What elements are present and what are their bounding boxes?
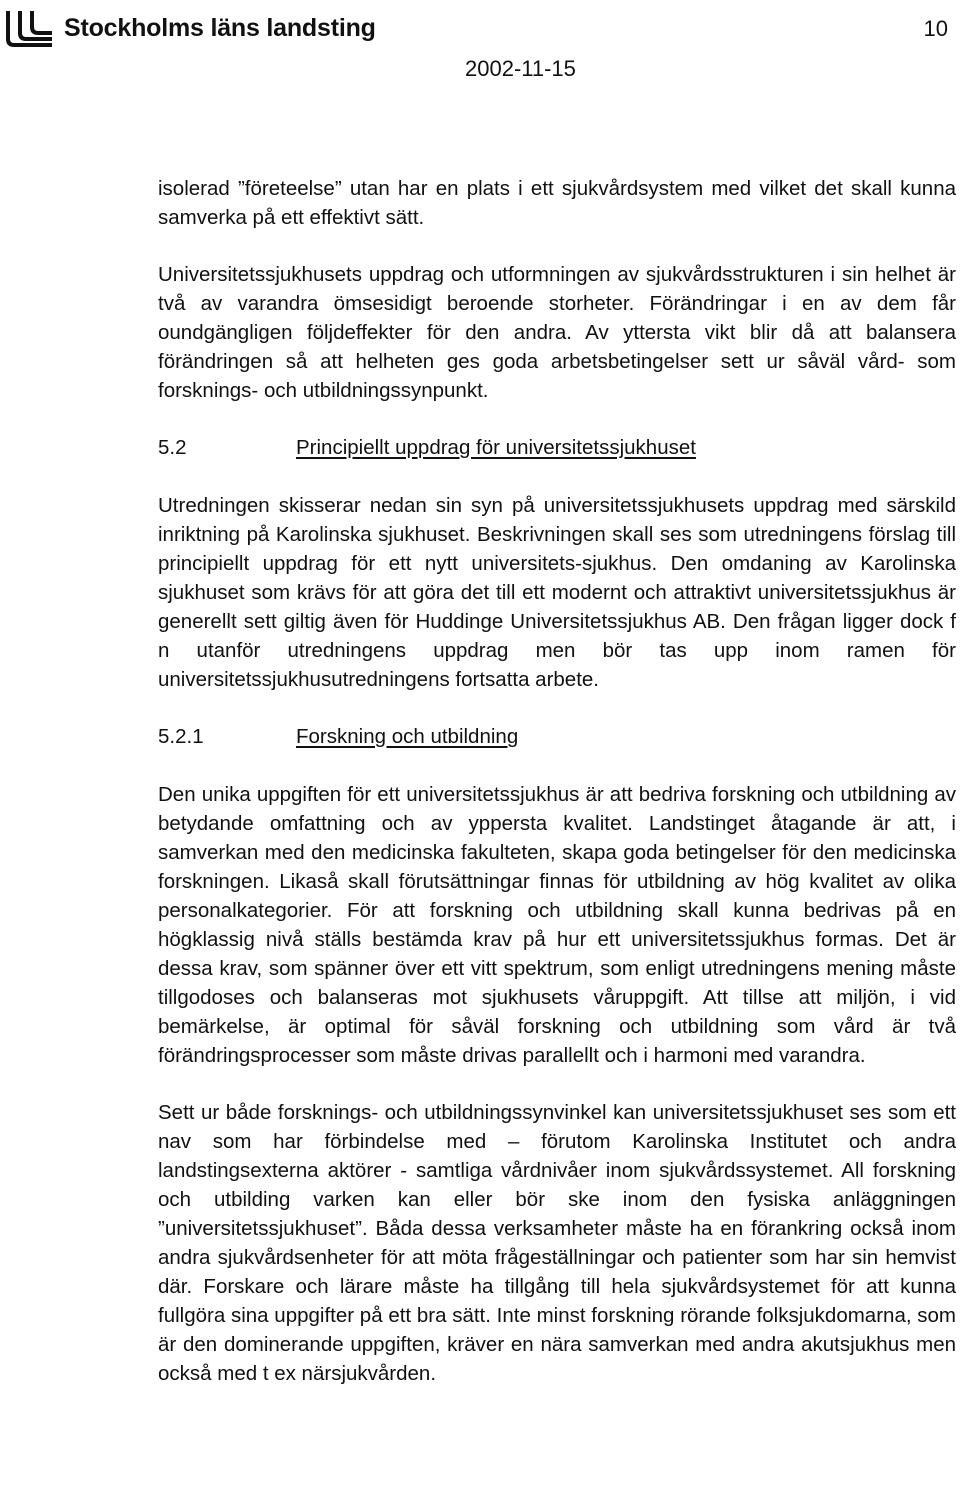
page-number: 10 <box>923 16 948 41</box>
paragraph: Utredningen skisserar nedan sin syn på universitetssjukhusets uppdrag med särskild inriktning på Karolinska sjukhuset. Beskrivningen skall ses som utredningens förslag till principiellt uppdrag för ett nytt universitets-sjukhus. Den omdaning av Karolinska sjukhuset som krävs för att göra det till ett modernt och attraktivt universitetssjukhus är generellt sett giltig även för Huddinge Universitetssjukhus AB. Den frågan ligger dock f n utanför utredningens uppdrag men bör tas upp inom ramen för universitetssjukhusutredningens fortsatta arbete. <box>158 494 956 691</box>
subsection-number: 5.2.1 <box>158 725 204 748</box>
logo <box>4 8 376 48</box>
page-header <box>0 0 960 90</box>
paragraph: Sett ur både forsknings- och utbildningssynvinkel kan universitetssjukhuset ses som ett nav som har förbindelse med – förutom Karolinska Institutet och andra landstingsexterna aktörer - samtliga vårdnivåer inom sjukvårdssystemet. All forskning och utbilding varken kan eller bör ske inom den fysiska anläggningen ”universitetssjukhuset”. Båda dessa verksamheter måste ha en förankring också inom andra sjukvårdsenheter för att möta frågeställningar och patienter som har sin hemvist där. Forskare och lärare måste ha tillgång till hela sjukvårdsystemet för att kunna fullgöra sina uppgifter på ett bra sätt. Inte minst forskning rörande folksjukdomarna, som är den dominerande uppgiften, kräver en nära samverkan med andra akutsjukhus men också med t ex närsjukvården. <box>158 1101 956 1385</box>
logo-text: Stockholms läns landsting <box>64 13 376 42</box>
subsection-heading <box>158 722 956 751</box>
section-number: 5.2 <box>158 436 187 459</box>
section-title: Principiellt uppdrag för universitetssjukhuset <box>296 436 696 459</box>
document-date: 2002-11-15 <box>465 56 576 81</box>
section-heading <box>158 433 956 462</box>
document-body <box>158 174 956 1416</box>
subsection-title: Forskning och utbildning <box>296 725 519 748</box>
landsting-logo-mark-icon <box>4 9 54 47</box>
paragraph: Den unika uppgiften för ett universitetssjukhus är att bedriva forskning och utbildning av betydande omfattning och av yppersta kvalitet. Landstinget åtagande är att, i samverkan med den medicinska fakulteten, skapa goda betingelser för den medicinska forskningen. Likaså skall förutsättningar finnas för utbildning av hög kvalitet av olika personalkategorier. För att forskning och utbildning skall kunna bedrivas på en högklassig nivå ställs bestämda krav på hur ett universitetssjukhus formas. Det är dessa krav, som spänner över ett vitt spektrum, som enligt utredningens mening måste tillgodoses och balanseras mot sjukhusets våruppgift. Att tillse att miljön, i vid bemärkelse, är optimal för såväl forskning och utbildning som vård är två förändringsprocesser som måste drivas parallellt och i harmoni med varandra. <box>158 783 956 1067</box>
paragraph: isolerad ”företeelse” utan har en plats i ett sjukvårdsystem med vilket det skall kunna samverka på ett effektivt sätt. <box>158 177 956 229</box>
paragraph: Universitetssjukhusets uppdrag och utformningen av sjukvårdsstrukturen i sin helhet är två av varandra ömsesidigt beroende storheter. Förändringar i en av dem får oundgängligen följdeffekter för den andra. Av yttersta vikt blir då att balansera förändringen så att helheten ges goda arbetsbetingelser sett ur såväl vård- som forsknings- och utbildningssynpunkt. <box>158 263 956 402</box>
